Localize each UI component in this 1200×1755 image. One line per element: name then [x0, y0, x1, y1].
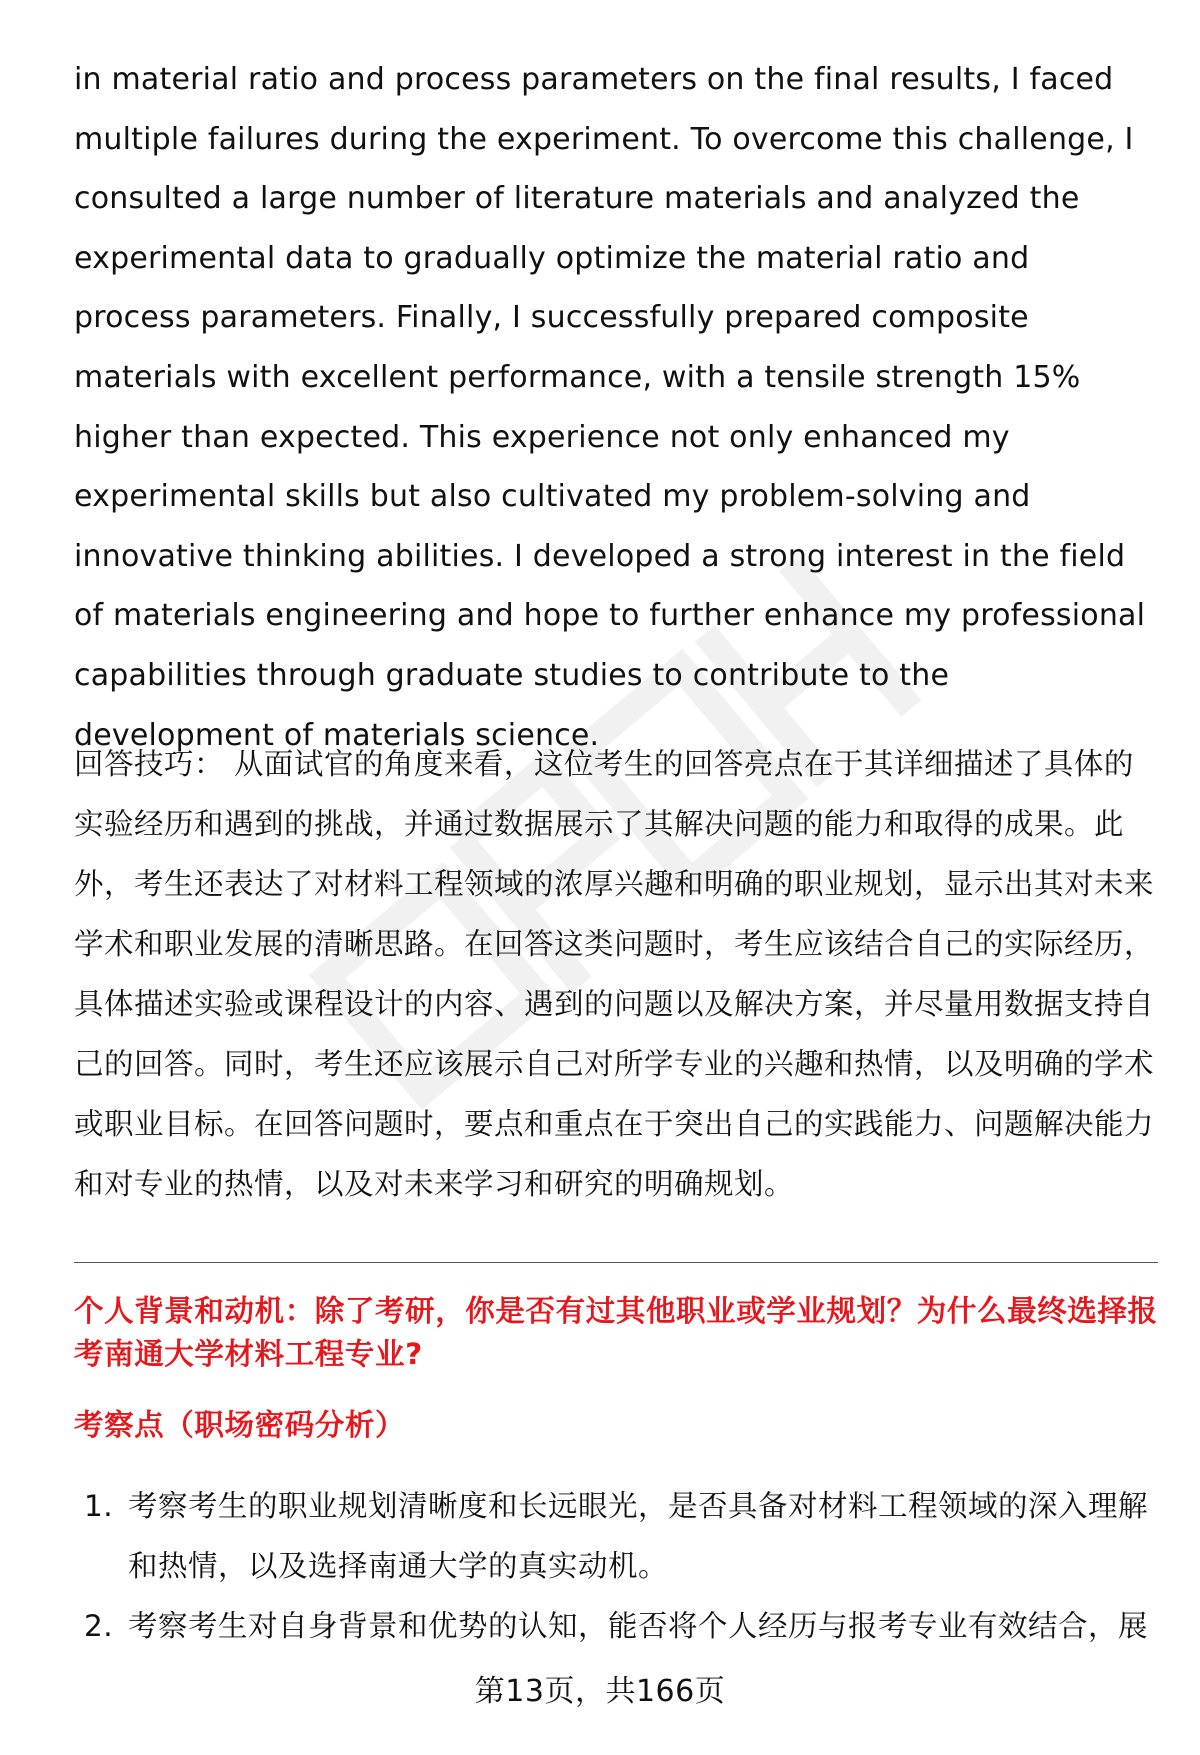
assessment-points-heading: 考察点（职场密码分析） [74, 1408, 406, 1442]
assessment-points-list [74, 1476, 1164, 1656]
list-item [74, 1476, 1164, 1596]
answer-tips-paragraph: 回答技巧： 从面试官的角度来看，这位考生的回答亮点在于其详细描述了具体的实验经历和遇到的挑战，并通过数据展示了其解决问题的能力和取得的成果。此外，考生还表达了对材料工程领域的浓厚兴趣和明确的职业规划，显示出其对未来学术和职业发展的清晰思路。在回答这类问题时，考生应该结合自己的实际经历，具体描述实验或课程设计的内容、遇到的问题以及解决方案，并尽量用数据支持自己的回答。同时，考生还应该展示自己对所学专业的兴趣和热情，以及明确的学术或职业目标。在回答问题时，要点和重点在于突出自己的实践能力、问题解决能力和对专业的热情，以及对未来学习和研究的明确规划。 [74, 747, 1155, 1201]
list-item-text: 考察考生的职业规划清晰度和长远眼光，是否具备对材料工程领域的深入理解和热情，以及选择南通大学的真实动机。 [128, 1489, 1149, 1583]
list-item-number: 2. [84, 1609, 114, 1643]
list-item-number: 1. [84, 1489, 114, 1523]
section-divider [74, 1262, 1158, 1263]
question-heading: 个人背景和动机：除了考研，你是否有过其他职业或学业规划？为什么最终选择报考南通大学材料工程专业? [74, 1294, 1158, 1371]
page-number-footer: 第13页，共166页 [474, 1674, 726, 1709]
list-item [74, 1596, 1164, 1656]
english-answer-paragraph: in material ratio and process parameters on the final results, I faced multiple failures during the experiment. To overcome this challenge, I consulted a large number of literature materials and analyzed the experimental data to gradually optimize the material ratio and process parameters. Finally, I successfully prepared composite materials with excellent performance, with a tensile strength 15% higher than expected. This experience not only enhanced my experimental skills but also cultivated my problem-solving and innovative thinking abilities. I developed a strong interest in the field of materials engineering and hope to further enhance my professional capabilities through graduate studies to contribute to the development of materials science. [74, 62, 1146, 753]
list-item-text: 考察考生对自身背景和优势的认知，能否将个人经历与报考专业有效结合，展 [128, 1609, 1149, 1643]
